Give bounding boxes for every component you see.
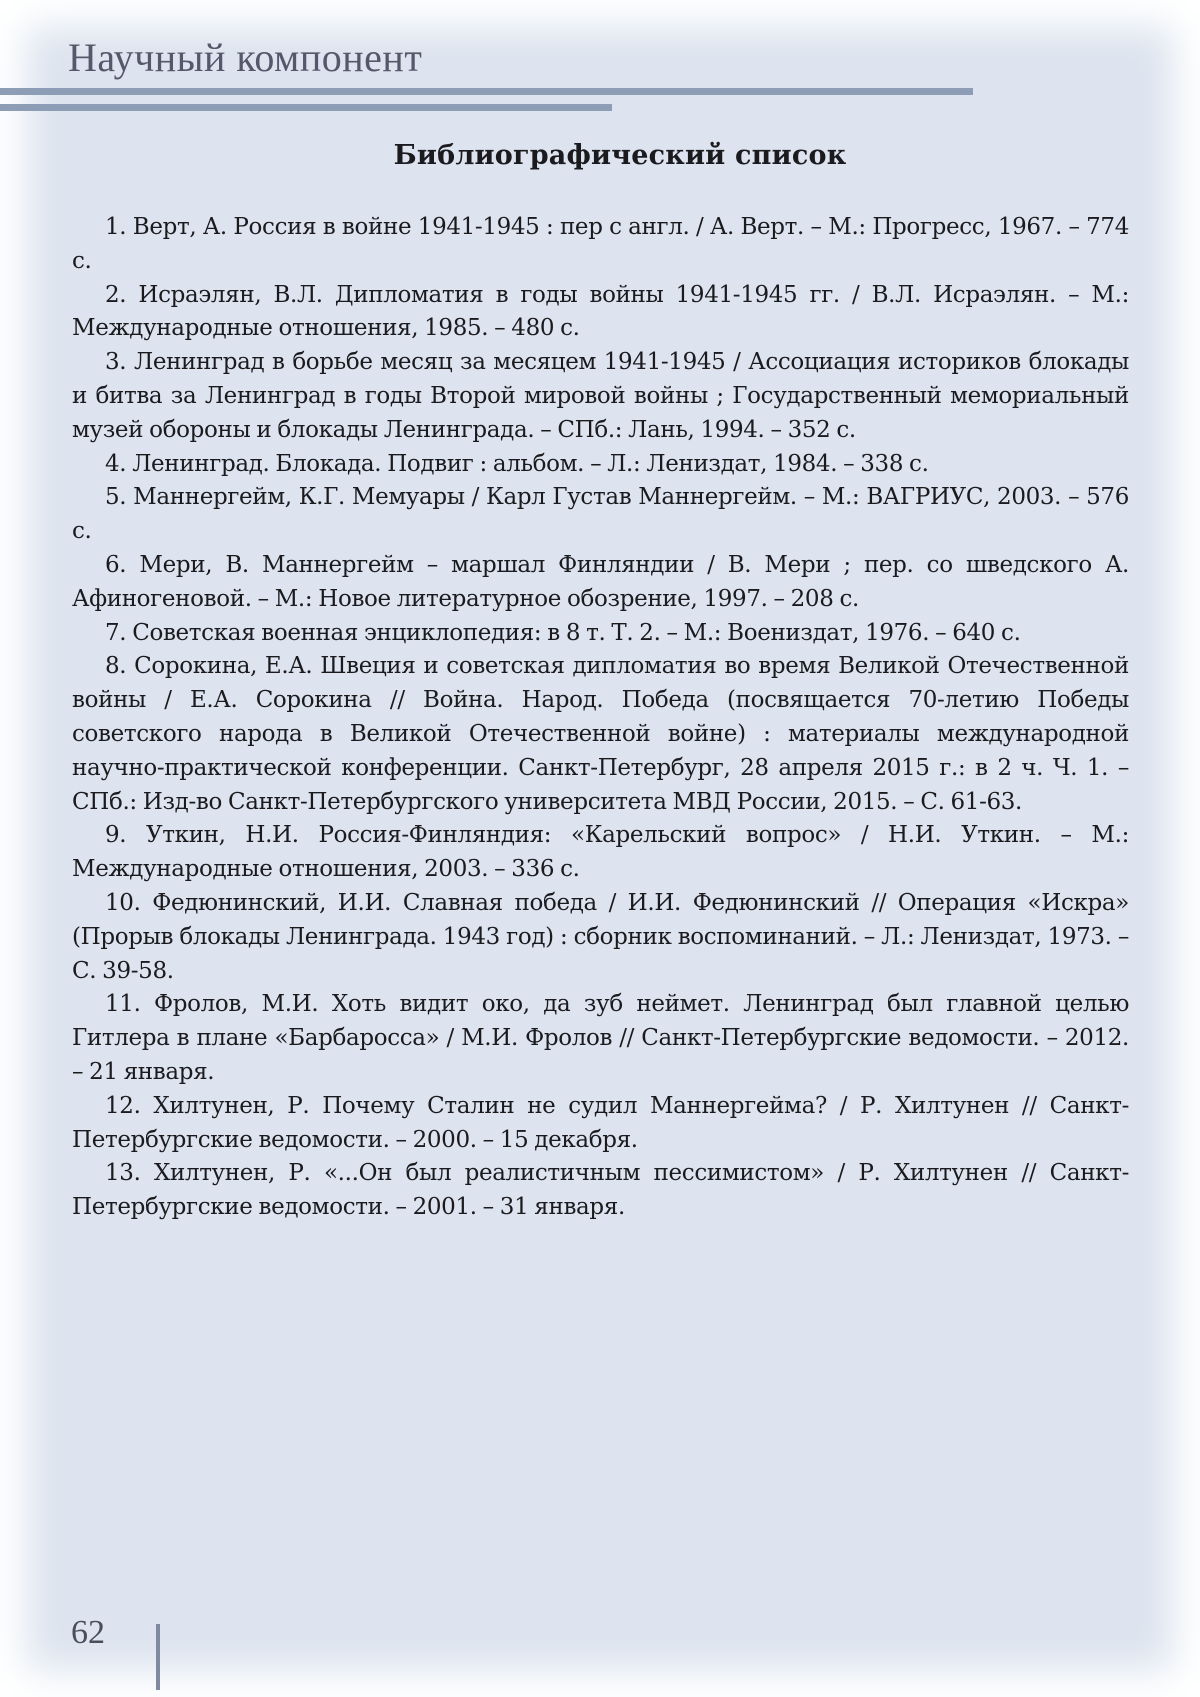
bibliography-item-12: 12. Хилтунен, Р. Почему Сталин не судил Маннергейма? / Р. Хилтунен // Санкт-Петербургские ведомости. – 2000. – 15 декабря. (72, 1090, 1129, 1158)
section-title: Научный компонент (68, 34, 422, 81)
bibliography-item-3: 3. Ленинград в борьбе месяц за месяцем 1941-1945 / Ассоциация историков блокады и битва за Ленинград в годы Второй мировой войны ; Государственный мемориальный музей обороны и блокады Ленинграда. – СПб.: Лань, 1994. – 352 с. (72, 346, 1129, 447)
bibliography-item-10: 10. Федюнинский, И.И. Славная победа / И.И. Федюнинский // Операция «Искра» (Прорыв блокады Ленинграда. 1943 год) : сборник воспоминаний. – Л.: Лениздат, 1973. – С. 39-58. (72, 887, 1129, 988)
page-number: 62 (71, 1614, 105, 1652)
bibliography-item-5: 5. Маннергейм, К.Г. Мемуары / Карл Густав Маннергейм. – М.: ВАГРИУС, 2003. – 576 с. (72, 481, 1129, 549)
bibliography-list (72, 211, 1129, 1225)
bibliography-item-4: 4. Ленинград. Блокада. Подвиг : альбом. – Л.: Лениздат, 1984. – 338 с. (72, 448, 1129, 482)
bibliography-item-2: 2. Исраэлян, В.Л. Дипломатия в годы войны 1941-1945 гг. / В.Л. Исраэлян. – М.: Международные отношения, 1985. – 480 с. (72, 279, 1129, 347)
page-number-divider (156, 1624, 160, 1690)
bibliography-heading: Библиографический список (0, 140, 1200, 171)
document-page (0, 0, 1200, 1697)
bibliography-item-6: 6. Мери, В. Маннергейм – маршал Финляндии / В. Мери ; пер. со шведского А. Афиногеновой. – М.: Новое литературное обозрение, 1997. – 208 с. (72, 549, 1129, 617)
bibliography-item-11: 11. Фролов, М.И. Хоть видит око, да зуб неймет. Ленинград был главной целью Гитлера в плане «Барбаросса» / М.И. Фролов // Санкт-Петербургские ведомости. – 2012. – 21 января. (72, 988, 1129, 1089)
bibliography-item-8: 8. Сорокина, Е.А. Швеция и советская дипломатия во время Великой Отечественной войны / Е.А. Сорокина // Война. Народ. Победа (посвящается 70-летию Победы советского народа в Великой Отечественной войне) : материалы международной научно-практической конференции. Санкт-Петербург, 28 апреля 2015 г.: в 2 ч. Ч. 1. – СПб.: Изд-во Санкт-Петербургского университета МВД России, 2015. – С. 61-63. (72, 650, 1129, 819)
bibliography-item-7: 7. Советская военная энциклопедия: в 8 т. Т. 2. – М.: Воениздат, 1976. – 640 с. (72, 617, 1129, 651)
header-rule-long (0, 88, 973, 95)
header-rule-short (0, 104, 612, 111)
bibliography-item-9: 9. Уткин, Н.И. Россия-Финляндия: «Карельский вопрос» / Н.И. Уткин. – М.: Международные отношения, 2003. – 336 с. (72, 819, 1129, 887)
bibliography-item-13: 13. Хилтунен, Р. «...Он был реалистичным пессимистом» / Р. Хилтунен // Санкт-Петербургские ведомости. – 2001. – 31 января. (72, 1157, 1129, 1225)
bibliography-item-1: 1. Верт, А. Россия в войне 1941-1945 : пер с англ. / А. Верт. – М.: Прогресс, 1967. – 774 с. (72, 211, 1129, 279)
